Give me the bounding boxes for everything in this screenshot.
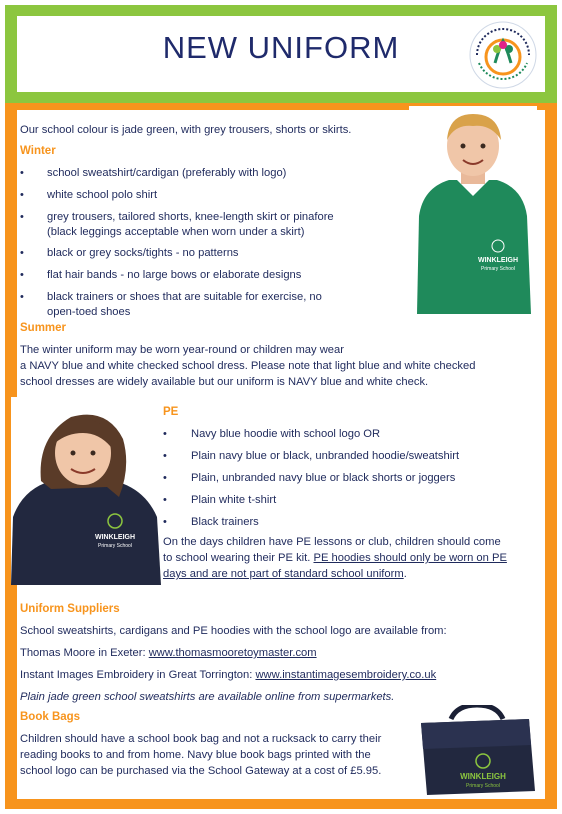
winter-heading: Winter (20, 145, 56, 157)
body-frame (5, 103, 557, 809)
summer-line: The winter uniform may be worn year-round or children may wear (20, 344, 344, 356)
winter-item: white school polo shirt (47, 189, 158, 201)
pe-note-plain: to school wearing their PE kit. (163, 552, 314, 564)
supplier-2 (20, 668, 436, 684)
summer-line: school dresses are widely available but our uniform is NAVY blue and white check. (20, 376, 429, 388)
badge-name: WINKLEIGH (94, 534, 136, 541)
badge-sub: Primary School (481, 266, 515, 272)
bullet: • (20, 211, 24, 223)
bullet: • (20, 189, 24, 201)
pe-item: Plain navy blue or black, unbranded hoodie/sweatshirt (191, 450, 460, 462)
winter-item: flat hair bands - no large bows or elaborate designs (47, 269, 302, 281)
pe-note-underlined: days and are not part of standard school uniform (163, 568, 404, 580)
summer-line: a NAVY blue and white checked school dress. Please note that light blue and white checked (20, 360, 476, 372)
bullet: • (20, 291, 24, 303)
pe-note-line: On the days children have PE lessons or club, children should come (163, 536, 501, 548)
pe-note-line (163, 551, 507, 567)
body-panel (17, 110, 545, 799)
bullet: • (20, 269, 24, 281)
winter-item-cont: open-toed shoes (47, 306, 131, 318)
page-title: NEW UNIFORM (162, 30, 400, 65)
badge-sub: Primary School (98, 543, 132, 549)
summer-heading: Summer (20, 322, 67, 334)
supplier-1-name: Thomas Moore in Exeter: (20, 647, 149, 659)
pe-item: Navy blue hoodie with school logo OR (191, 428, 381, 440)
bullet: • (20, 167, 24, 179)
pe-item: Black trainers (191, 516, 259, 528)
pe-item: Plain, unbranded navy blue or black shorts or joggers (191, 472, 456, 484)
bookbags-line: reading books to and from home. Navy blue book bags printed with the (20, 749, 371, 761)
bookbags-line: Children should have a school book bag and not a rucksack to carry their (20, 733, 382, 745)
supplier-1-link[interactable]: www.thomasmooretoymaster.com (148, 647, 317, 659)
pe-heading: PE (163, 406, 179, 418)
federation-logo (467, 19, 539, 91)
pe-item: Plain white t-shirt (191, 494, 277, 506)
header-panel (17, 16, 545, 92)
bookbags-line: school logo can be purchased via the School Gateway at a cost of £5.95. (20, 765, 382, 777)
child-photo-boy (409, 106, 537, 314)
suppliers-note: Plain jade green school sweatshirts are available online from supermarkets. (20, 691, 395, 703)
suppliers-heading: Uniform Suppliers (20, 603, 120, 615)
pe-note-period: . (403, 568, 407, 580)
supplier-2-link[interactable]: www.instantimagesembroidery.co.uk (255, 669, 437, 681)
suppliers-intro: School sweatshirts, cardigans and PE hoodies with the school logo are available from: (20, 625, 447, 637)
bullet: • (163, 516, 167, 528)
header-frame (5, 5, 557, 103)
badge-name: WINKLEIGH (477, 257, 519, 264)
bullet: • (163, 472, 167, 484)
bullet: • (163, 428, 167, 440)
supplier-1 (20, 646, 317, 662)
supplier-2-name: Instant Images Embroidery in Great Torrington: (20, 669, 256, 681)
winter-item: school sweatshirt/cardigan (preferably with logo) (47, 167, 287, 179)
bullet: • (20, 247, 24, 259)
pe-note-line (163, 567, 407, 583)
bookbags-heading: Book Bags (20, 711, 81, 723)
book-bag-image (417, 705, 539, 797)
child-photo-girl (11, 397, 161, 585)
winter-item-note: (black leggings acceptable when worn under a skirt) (47, 226, 305, 238)
intro-text: Our school colour is jade green, with grey trousers, shorts or skirts. (20, 124, 352, 136)
bullet: • (163, 494, 167, 506)
winter-item: black or grey socks/tights - no patterns (47, 247, 239, 259)
pe-note-underlined: PE hoodies should only be worn on PE (313, 552, 507, 564)
winter-item: grey trousers, tailored shorts, knee-length skirt or pinafore (47, 211, 334, 223)
bag-badge-name: WINKLEIGH (460, 772, 506, 781)
winter-item: black trainers or shoes that are suitable for exercise, no (47, 291, 322, 303)
bag-badge-sub: Primary School (466, 783, 500, 789)
bullet: • (163, 450, 167, 462)
